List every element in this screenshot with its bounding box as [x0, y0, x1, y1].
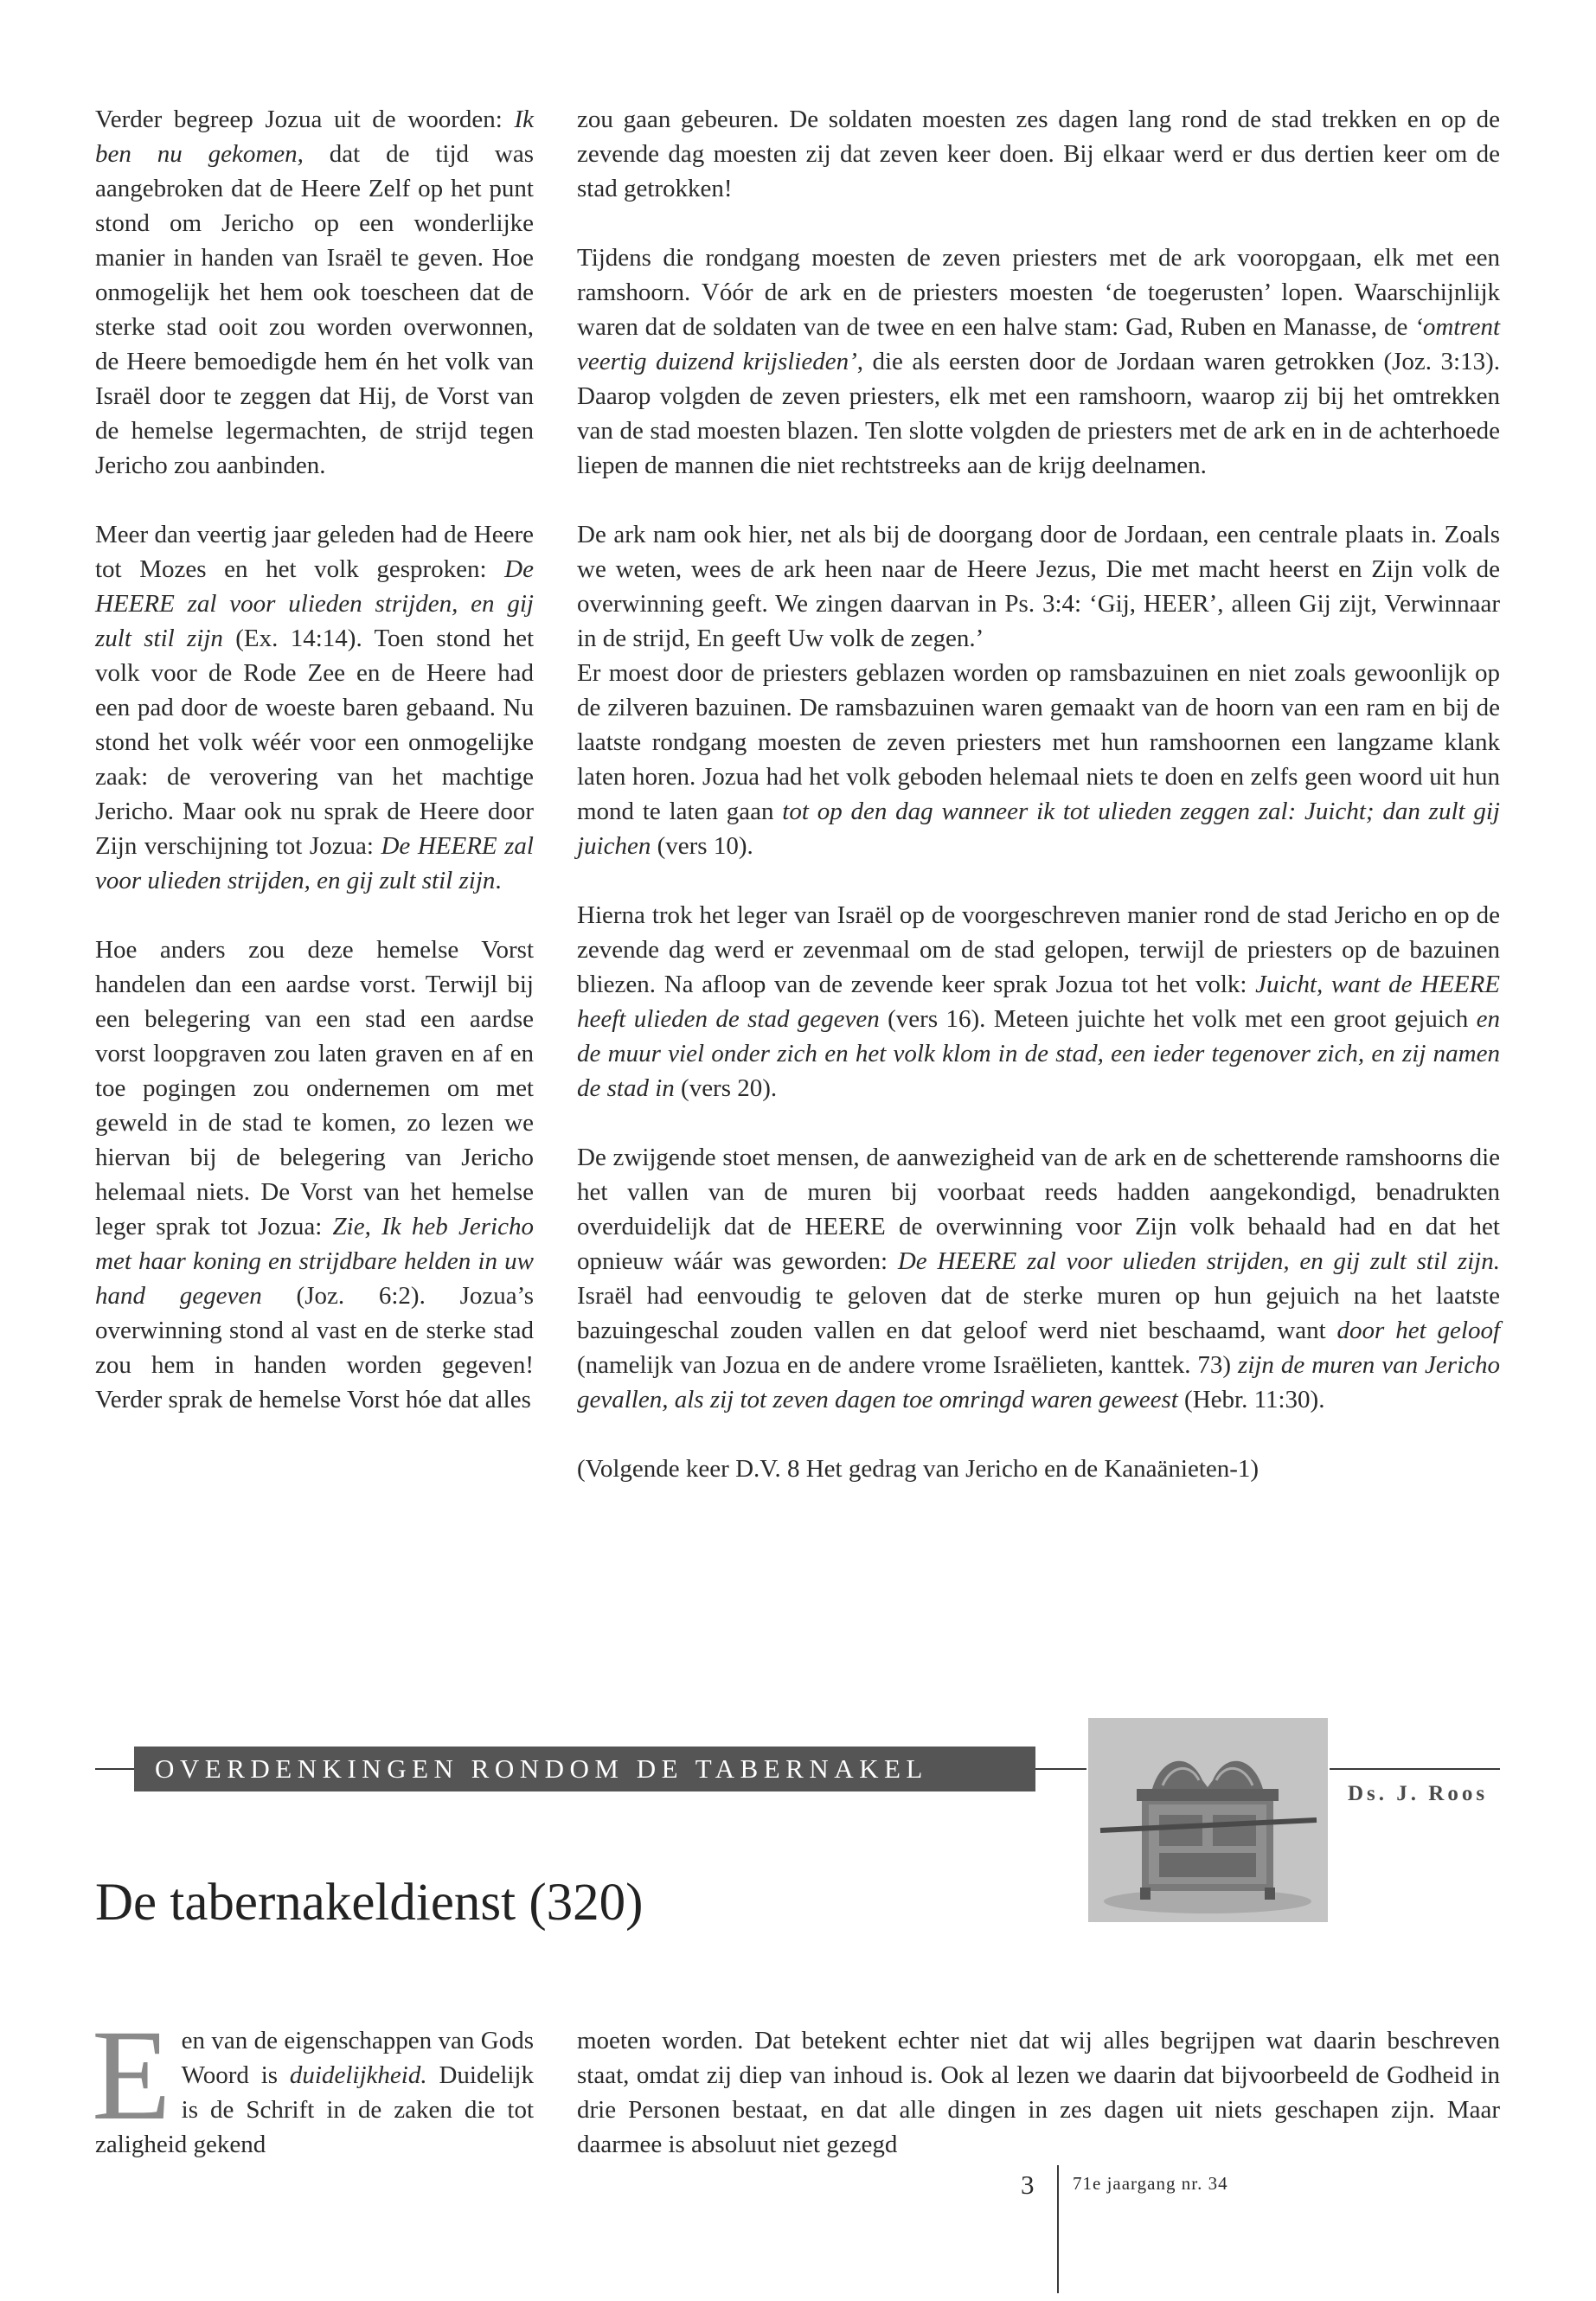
footer-divider — [1057, 2165, 1059, 2293]
paragraph: Tijdens die rondgang moesten de zeven priesters met de ark vooropgaan, elk met een ramshoorn. Vóór de ark en de priesters moesten ‘de toegerusten’ lopen. Waarschijnlijk waren dat de soldaten van de twee en een halve stam: Gad, Ruben en Manasse, de ‘omtrent veertig duizend krijslieden’, die als eersten door de Jordaan waren getrokken (Joz. 3:13). Daarop volgden de zeven priesters, elk met een ramshoorn, waarop zij bij het omtrekken van de stad moesten blazen. Ten slotte volgden de priesters met de ark en in de achterhoede liepen de mannen die niet rechtstreeks aan de krijg deelnamen. — [577, 244, 1500, 479]
section-rule-right — [1330, 1768, 1500, 1770]
right-column — [577, 102, 1500, 1486]
article-right-column: moeten worden. Dat betekent echter niet dat wij alles begrijpen wat daarin beschreven staat, omdat zij diep van inhoud is. Ook al lezen we daarin dat bijvoorbeeld de Godheid in drie Personen bestaat, en dat alle dingen in zes dagen uit niets geschapen zijn. Maar daarmee is absoluut niet gezegd — [577, 2027, 1500, 2158]
section-banner: OVERDENKINGEN RONDOM DE TABERNAKEL — [134, 1747, 1035, 1791]
paragraph: Hierna trok het leger van Israël op de voorgeschreven manier rond de stad Jericho en op de zevende dag werd er zevenmaal om de stad gelopen, terwijl de priesters op de bazuinen bliezen. Na afloop van de zevende keer sprak Jozua tot het volk: Juicht, want de HEERE heeft ulieden de stad gegeven (vers 16). Meteen juichte het volk met een groot gejuich en de muur viel onder zich en het volk klom in de stad, een ieder tegenover zich, en zij namen de stad in (vers 20). — [577, 901, 1500, 1102]
paragraph: De ark nam ook hier, net als bij de doorgang door de Jordaan, een centrale plaats in. Zoals we weten, wees de ark heen naar de Heere Jezus, Die met macht heerst en Zijn volk de overwinning geeft. We zingen daarvan in Ps. 3:4: ‘Gij, HEER’, alleen Gij zijt, Verwinnaar in de strijd, En geeft Uw volk de zegen.’ — [577, 521, 1500, 652]
left-column — [95, 102, 534, 1417]
next-time-note: (Volgende keer D.V. 8 Het gedrag van Jericho en de Kanaänieten-1) — [577, 1455, 1259, 1483]
drop-cap: E — [92, 2003, 171, 2147]
paragraph: zou gaan gebeuren. De soldaten moesten zes dagen lang rond de stad trekken en op de zevende dag moesten zij dat zeven keer doen. Bij elkaar werd er dus dertien keer om de stad getrokken! — [577, 106, 1500, 202]
paragraph: De zwijgende stoet mensen, de aanwezigheid van de ark en de schetterende ramshoorns die het vallen van de muren bij voorbaat reeds hadden aangekondigd, benadrukten overduidelijk dat de HEERE de overwinning voor Zijn volk behaald had en dat het opnieuw wáár was geworden: De HEERE zal voor ulieden strijden, en gij zult stil zijn. Israël had eenvoudig te geloven dat de sterke muren op hun gejuich na het laatste bazuingeschal zouden vallen en dat geloof werd niet beschaamd, want door het geloof (namelijk van Jozua en de andere vrome Israëlieten, kanttek. 73) zijn de muren van Jericho gevallen, als zij tot zeven dagen toe omringd waren geweest (Hebr. 11:30). — [577, 1144, 1501, 1413]
author-byline: Ds. J. Roos — [1348, 1782, 1489, 1805]
paragraph: Meer dan veertig jaar geleden had de Heere tot Mozes en het volk gesproken: De HEERE zal voor ulieden strijden, en gij zult stil zijn (Ex. 14:14). Toen stond het volk voor de Rode Zee en de Heere had een pad door de woeste baren gebaand. Nu stond het volk wéér voor een onmogelijke zaak: de verovering van het machtige Jericho. Maar ook nu sprak de Heere door Zijn verschijning tot Jozua: De HEERE zal voor ulieden strijden, en gij zult stil zijn. — [95, 521, 534, 894]
ark-icon — [1088, 1718, 1328, 1922]
page-number: 3 — [1021, 2170, 1035, 2200]
paragraph: Verder begreep Jozua uit de woorden: Ik ben nu gekomen, dat de tijd was aangebroken dat de Heere Zelf op het punt stond om Jericho op een wonderlijke manier in handen van Israël te geven. Hoe onmogelijk het hem ook toescheen dat de sterke stad ooit zou worden overwonnen, de Heere bemoedigde hem én het volk van Israël door te zeggen dat Hij, de Vorst van de hemelse legermachten, de strijd tegen Jericho zou aanbinden. — [95, 106, 534, 479]
issue-label: 71e jaargang nr. 34 — [1073, 2173, 1228, 2194]
paragraph: Er moest door de priesters geblazen worden op ramsbazuinen en niet zoals gewoonlijk op de zilveren bazuinen. De ramsbazuinen waren gemaakt van de hoorn van een ram en bij de laatste rondgang moesten de zeven priesters met hun ramshoornen een langzame klank laten horen. Jozua had het volk geboden helemaal niets te doen en zelfs geen woord uit hun mond te laten gaan tot op den dag wanneer ik tot ulieden zeggen zal: Juicht; dan zult gij juichen (vers 10). — [577, 659, 1500, 860]
article-title: De tabernakeldienst (320) — [95, 1874, 644, 1932]
article-left-column: Een van de eigenschappen van Gods Woord is duidelijkheid. Duidelijk is de Schrift in de zaken die tot zaligheid gekend — [92, 2003, 534, 2158]
paragraph: Hoe anders zou deze hemelse Vorst handelen dan een aardse vorst. Terwijl bij een belegering van een stad een aardse vorst loopgraven zou laten graven en af en toe pogingen zou ondernemen om met geweld in de stad te komen, zo lezen we hiervan bij de belegering van Jericho helemaal niets. De Vorst van het hemelse leger sprak tot Jozua: Zie, Ik heb Jericho met haar koning en strijdbare helden in uw hand gegeven (Joz. 6:2). Jozua’s overwinning stond al vast en de sterke stad zou hem in handen worden gegeven! Verder sprak de hemelse Vorst hóe dat alles — [95, 936, 534, 1413]
ark-of-covenant-photo — [1088, 1718, 1328, 1922]
